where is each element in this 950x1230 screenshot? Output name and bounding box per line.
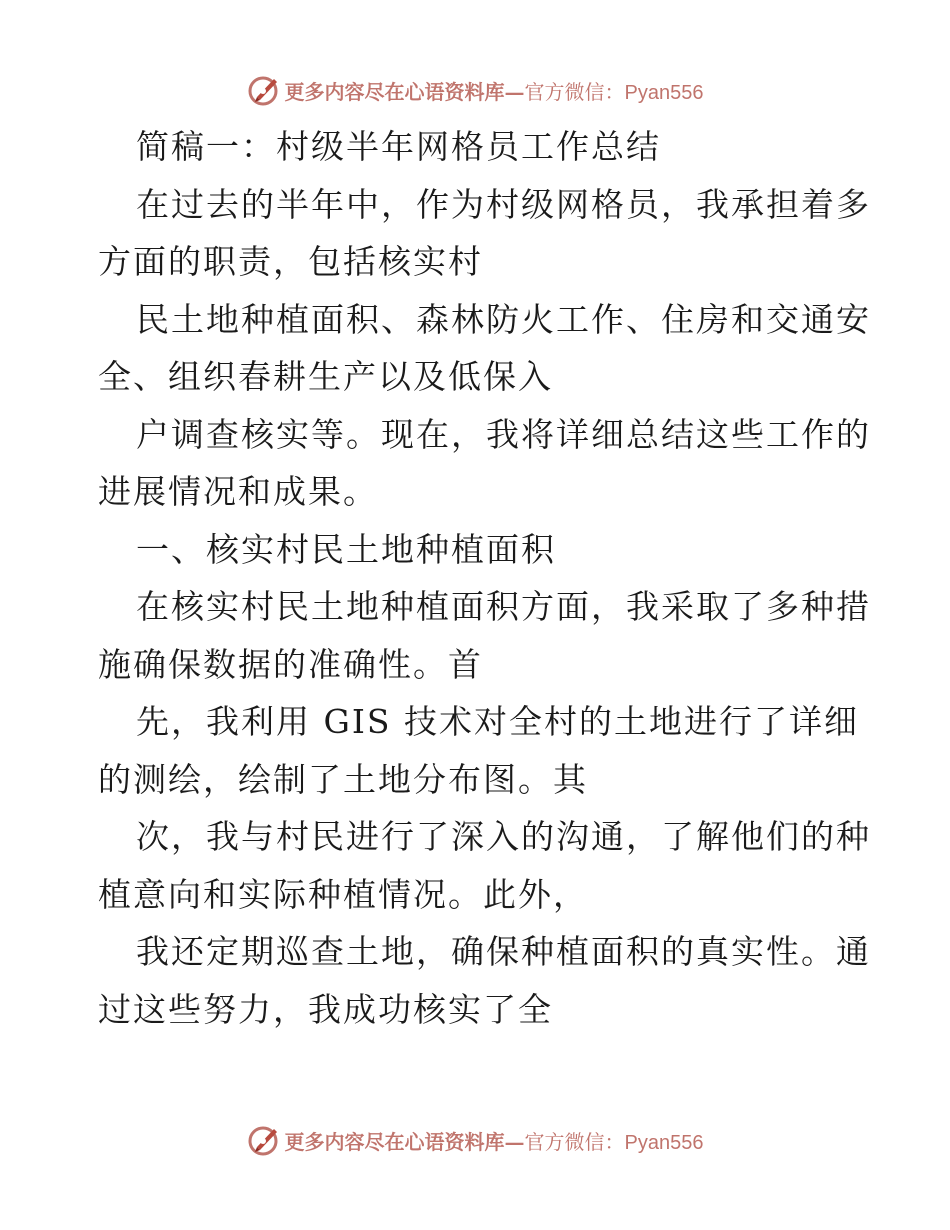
text-line: 的测绘，绘制了土地分布图。其 (98, 759, 588, 799)
text-line: 我还定期巡查土地，确保种植面积的真实性。通 (136, 932, 871, 971)
document-body (98, 118, 871, 1038)
text-line: 次，我与村民进行了深入的沟通，了解他们的种 (136, 817, 871, 856)
text-line: 简稿一：村级半年网格员工作总结 (136, 127, 661, 166)
watermark-wechat: 官方微信：Pyan556 (524, 1131, 704, 1154)
quill-logo-icon (247, 1123, 281, 1157)
text-line: 民土地种植面积、森林防火工作、住房和交通安 (136, 299, 871, 339)
header-watermark-banner (0, 70, 950, 110)
text-line: 过这些努力，我成功核实了全 (98, 989, 553, 1029)
watermark-text: 更多内容尽在心语资料库— (284, 79, 525, 104)
text-line: 一、核实村民土地种植面积 (136, 529, 556, 569)
text-line: 先，我利用 GIS 技术对全村的土地进行了详细 (136, 702, 859, 741)
text-line: 在核实村民土地种植面积方面，我采取了多种措 (136, 587, 871, 626)
watermark-text: 更多内容尽在心语资料库— (284, 1129, 525, 1154)
text-line: 进展情况和成果。 (98, 472, 378, 511)
watermark-wechat: 官方微信：Pyan556 (524, 81, 704, 104)
text-line: 户调查核实等。现在，我将详细总结这些工作的 (136, 414, 871, 454)
text-line: 施确保数据的准确性。首 (98, 644, 483, 684)
text-line: 全、组织春耕生产以及低保入 (98, 357, 553, 396)
quill-logo-icon (247, 73, 281, 107)
text-line: 方面的职责，包括核实村 (98, 242, 483, 281)
text-line: 植意向和实际种植情况。此外， (98, 874, 588, 914)
text-line: 在过去的半年中，作为村级网格员，我承担着多 (136, 184, 871, 224)
footer-watermark-banner (0, 1120, 950, 1160)
